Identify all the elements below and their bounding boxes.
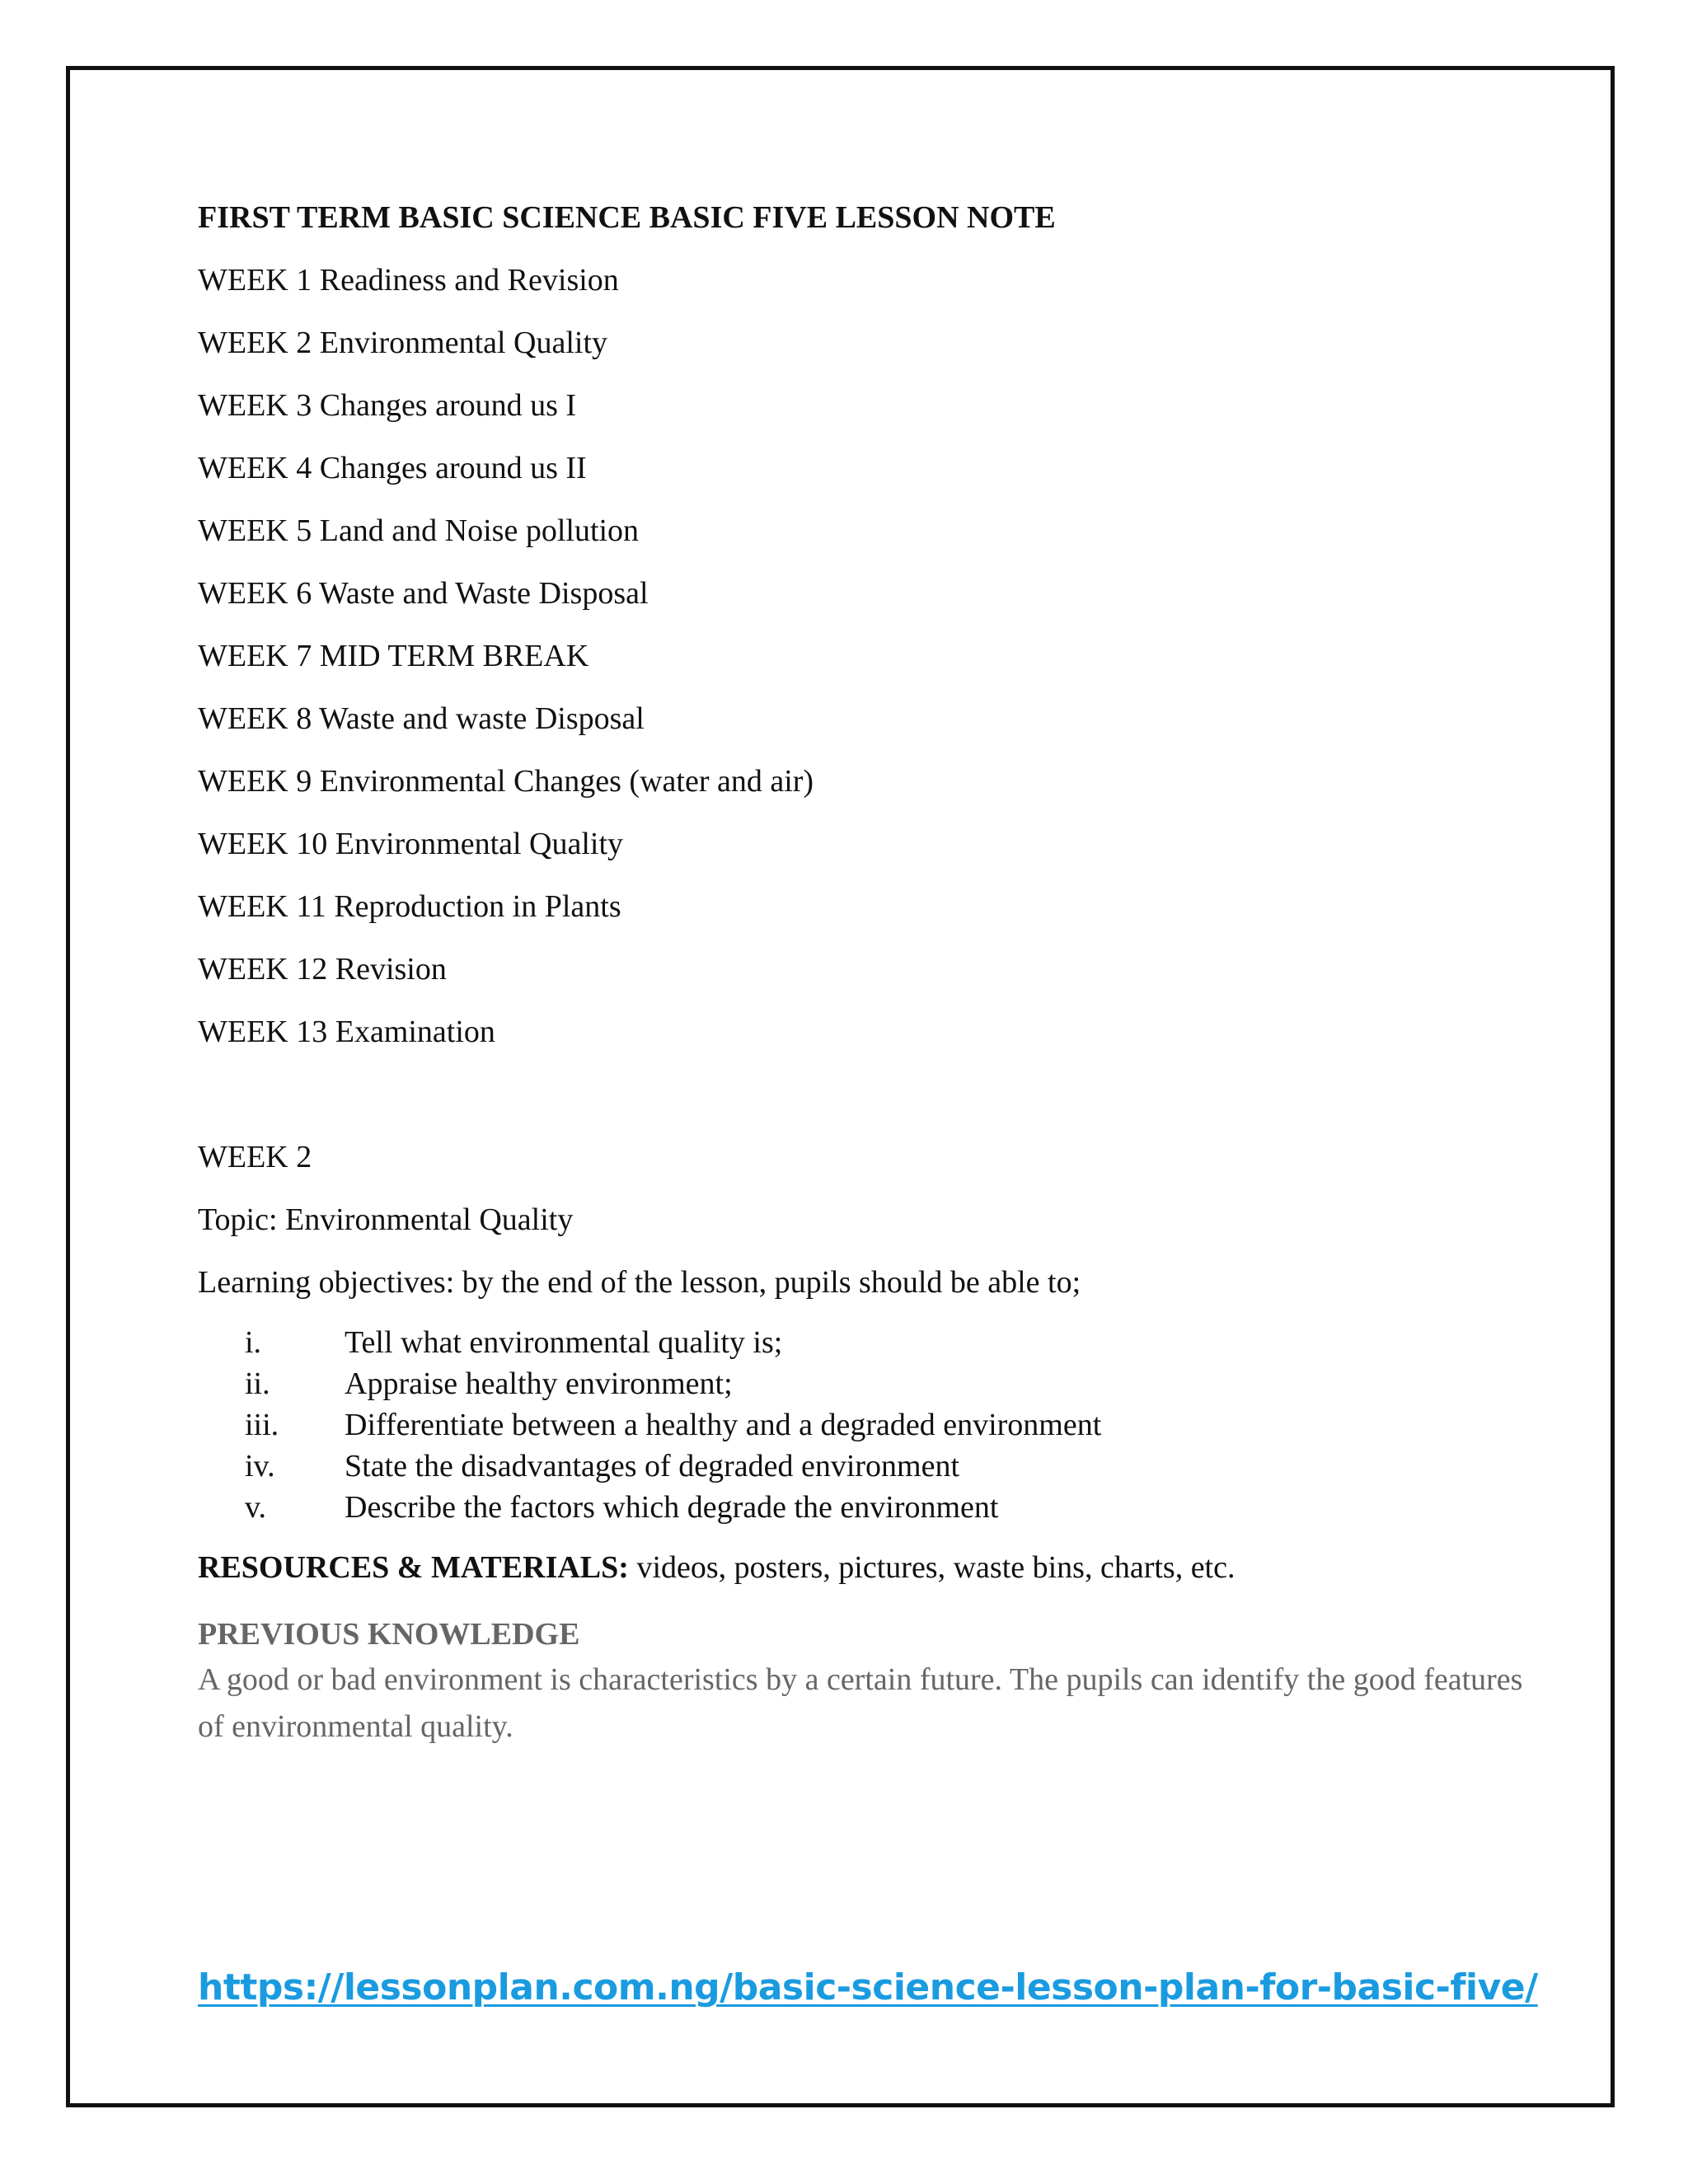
lesson-topic: Topic: Environmental Quality: [198, 1202, 574, 1237]
objective-number: i.: [245, 1325, 262, 1360]
objective-number: iii.: [245, 1408, 279, 1442]
objectives-list: [198, 1322, 1533, 1528]
resources-materials: [198, 1544, 1533, 1591]
week-item: WEEK 3 Changes around us I: [198, 388, 577, 423]
week-item: WEEK 7 MID TERM BREAK: [198, 639, 589, 673]
week-schedule: [198, 257, 1533, 1055]
objective-number: v.: [245, 1490, 267, 1525]
previous-knowledge-text: A good or bad environment is characteristics by a certain future. The pupils can identify the good features of environmental quality.: [198, 1662, 1523, 1744]
objective-text: State the disadvantages of degraded environment: [345, 1449, 960, 1483]
lesson-note-content: [198, 194, 1533, 1750]
week-item: WEEK 11 Reproduction in Plants: [198, 889, 621, 924]
week-item: WEEK 12 Revision: [198, 952, 447, 987]
objective-number: iv.: [245, 1449, 275, 1483]
week-item: WEEK 9 Environmental Changes (water and air): [198, 764, 814, 799]
week-item: WEEK 8 Waste and waste Disposal: [198, 701, 645, 736]
week-item: WEEK 4 Changes around us II: [198, 451, 587, 485]
week-item: WEEK 1 Readiness and Revision: [198, 263, 619, 298]
week-item: WEEK 5 Land and Noise pollution: [198, 513, 640, 548]
objective-item: [198, 1363, 1533, 1404]
section-spacer: [198, 1071, 1533, 1134]
objective-text: Differentiate between a healthy and a degraded environment: [345, 1408, 1102, 1442]
objective-text: Tell what environmental quality is;: [345, 1325, 783, 1360]
previous-knowledge-heading: PREVIOUS KNOWLEDGE: [198, 1617, 580, 1652]
objective-item: [198, 1446, 1533, 1487]
objective-number: ii.: [245, 1366, 270, 1401]
document-title: FIRST TERM BASIC SCIENCE BASIC FIVE LESSON NOTE: [198, 200, 1056, 235]
lessonplan-url-link[interactable]: https://lessonplan.com.ng/basic-science-lesson-plan-for-basic-five/: [198, 1966, 1538, 2008]
resources-text: videos, posters, pictures, waste bins, charts, etc.: [628, 1550, 1236, 1585]
objective-item: [198, 1404, 1533, 1446]
objective-text: Appraise healthy environment;: [345, 1366, 733, 1401]
week-item: WEEK 10 Environmental Quality: [198, 827, 624, 861]
week-item: WEEK 13 Examination: [198, 1015, 495, 1049]
objective-item: [198, 1487, 1533, 1528]
objective-text: Describe the factors which degrade the environment: [345, 1490, 999, 1525]
objectives-intro: Learning objectives: by the end of the lesson, pupils should be able to;: [198, 1265, 1081, 1300]
week-item: WEEK 6 Waste and Waste Disposal: [198, 576, 649, 611]
objective-item: [198, 1322, 1533, 1363]
lesson-week-heading: WEEK 2: [198, 1140, 312, 1174]
resources-label: RESOURCES & MATERIALS:: [198, 1550, 629, 1585]
week-item: WEEK 2 Environmental Quality: [198, 326, 608, 360]
